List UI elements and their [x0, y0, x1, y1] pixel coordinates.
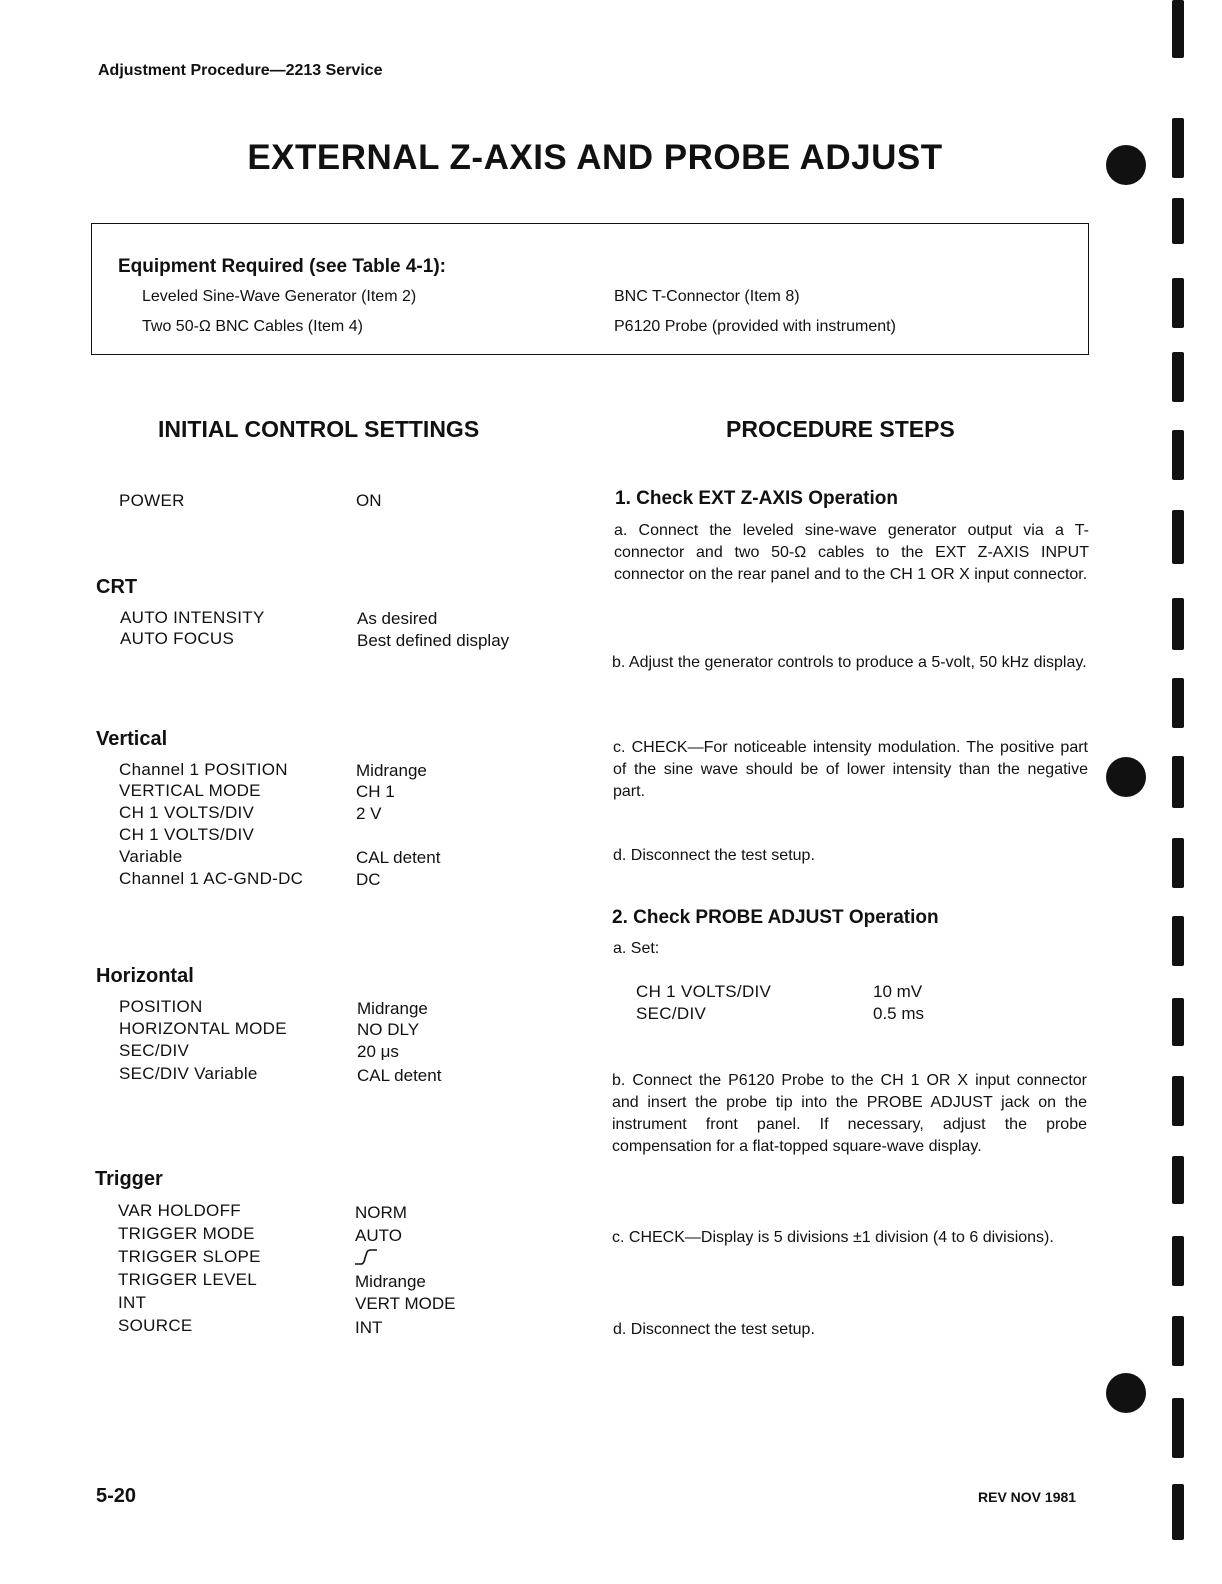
- setting-label: INT: [118, 1293, 147, 1312]
- rising-slope-icon: [354, 1248, 378, 1266]
- setting-value: 0.5 ms: [873, 1004, 925, 1023]
- setting-value: Midrange: [356, 761, 427, 780]
- binding-mark: [1172, 838, 1184, 888]
- setting-label: POWER: [119, 491, 185, 510]
- setting-label: POSITION: [119, 997, 203, 1016]
- equipment-item: P6120 Probe (provided with instrument): [614, 318, 896, 335]
- binding-mark: [1172, 916, 1184, 966]
- binding-mark: [1172, 1156, 1184, 1204]
- binding-mark: [1172, 118, 1184, 178]
- binding-mark: [1172, 1316, 1184, 1366]
- binding-mark: [1172, 430, 1184, 480]
- binding-hole: [1106, 757, 1146, 797]
- setting-value: Midrange: [357, 999, 428, 1018]
- setting-label: SOURCE: [118, 1316, 193, 1335]
- binding-mark: [1172, 1398, 1184, 1458]
- step-1-title: 1. Check EXT Z-AXIS Operation: [615, 488, 898, 509]
- setting-value: VERT MODE: [355, 1294, 456, 1313]
- setting-label: VERTICAL MODE: [119, 781, 261, 800]
- setting-label: CH 1 VOLTS/DIV: [119, 803, 255, 822]
- setting-label: TRIGGER SLOPE: [118, 1247, 261, 1266]
- setting-value: ON: [356, 491, 382, 510]
- setting-label: Channel 1 AC-GND-DC: [119, 869, 304, 888]
- setting-label: CH 1 VOLTS/DIV: [636, 982, 772, 1001]
- setting-value: Best defined display: [357, 631, 510, 650]
- page-title: EXTERNAL Z-AXIS AND PROBE ADJUST: [247, 138, 943, 177]
- setting-value: CAL detent: [356, 848, 441, 867]
- setting-value: 20 μs: [357, 1042, 399, 1061]
- setting-label: VAR HOLDOFF: [118, 1201, 241, 1220]
- setting-label: SEC/DIV Variable: [119, 1064, 258, 1083]
- setting-label: AUTO FOCUS: [120, 629, 235, 648]
- revision-date: REV NOV 1981: [978, 1489, 1077, 1505]
- page-number: 5-20: [96, 1485, 137, 1507]
- binding-mark: [1172, 756, 1184, 808]
- step-1a-text: a. Connect the leveled sine-wave generator output via a T-connector and two 50-Ω cables to the EXT Z-AXIS INPUT connector on the rear panel and to the CH 1 OR X input connector.: [614, 522, 1089, 583]
- equipment-item: Leveled Sine-Wave Generator (Item 2): [142, 288, 417, 305]
- section-title-trigger: Trigger: [95, 1168, 163, 1190]
- equipment-item: BNC T-Connector (Item 8): [614, 288, 800, 305]
- setting-value: NORM: [355, 1203, 407, 1222]
- section-title-vertical: Vertical: [96, 728, 168, 750]
- binding-mark: [1172, 1236, 1184, 1286]
- binding-mark: [1172, 598, 1184, 650]
- binding-mark: [1172, 0, 1184, 58]
- setting-label: SEC/DIV: [119, 1041, 190, 1060]
- binding-mark: [1172, 1484, 1184, 1540]
- setting-label: TRIGGER MODE: [118, 1224, 255, 1243]
- setting-value: 10 mV: [873, 982, 923, 1001]
- binding-mark: [1172, 198, 1184, 244]
- setting-value: As desired: [357, 609, 438, 628]
- step-1b-text: b. Adjust the generator controls to produce a 5-volt, 50 kHz display.: [612, 654, 1087, 671]
- binding-mark: [1172, 998, 1184, 1046]
- binding-mark: [1172, 678, 1184, 728]
- setting-label: SEC/DIV: [636, 1004, 707, 1023]
- step-2a-text: a. Set:: [613, 940, 660, 957]
- step-1c-text: c. CHECK—For noticeable intensity modulation. The positive part of the sine wave should be of lower intensity than the negative part.: [613, 739, 1088, 800]
- setting-label: HORIZONTAL MODE: [119, 1019, 287, 1038]
- setting-value: INT: [355, 1318, 383, 1337]
- step-2c-text: c. CHECK—Display is 5 divisions ±1 division (4 to 6 divisions).: [612, 1229, 1054, 1246]
- step-2b-text: b. Connect the P6120 Probe to the CH 1 OR X input connector and insert the probe tip into the PROBE ADJUST jack on the instrument front panel. If necessary, adjust the probe compensation for a flat-topped square-wave display.: [612, 1072, 1087, 1155]
- section-title-horizontal: Horizontal: [96, 965, 194, 987]
- initial-settings-heading: INITIAL CONTROL SETTINGS: [158, 416, 480, 442]
- binding-mark: [1172, 352, 1184, 402]
- equipment-heading: Equipment Required (see Table 4-1):: [118, 256, 446, 277]
- setting-label: TRIGGER LEVEL: [118, 1270, 257, 1289]
- setting-value: NO DLY: [357, 1020, 420, 1039]
- binding-mark: [1172, 510, 1184, 564]
- running-header: Adjustment Procedure—2213 Service: [98, 62, 383, 79]
- setting-value: CH 1: [356, 782, 395, 801]
- binding-mark: [1172, 278, 1184, 328]
- step-1d-text: d. Disconnect the test setup.: [613, 847, 815, 864]
- procedure-steps-heading: PROCEDURE STEPS: [726, 416, 955, 442]
- setting-value: 2 V: [356, 804, 382, 823]
- setting-value: Midrange: [355, 1272, 426, 1291]
- setting-label: AUTO INTENSITY: [120, 608, 265, 627]
- step-2-title: 2. Check PROBE ADJUST Operation: [612, 907, 939, 928]
- section-title-crt: CRT: [96, 576, 138, 598]
- setting-label: Channel 1 POSITION: [119, 760, 288, 779]
- binding-hole: [1106, 145, 1146, 185]
- setting-value: DC: [356, 870, 381, 889]
- setting-value: AUTO: [355, 1226, 402, 1245]
- setting-value: CAL detent: [357, 1066, 442, 1085]
- setting-label: Variable: [119, 847, 183, 866]
- binding-mark: [1172, 1076, 1184, 1126]
- binding-hole: [1106, 1373, 1146, 1413]
- step-2d-text: d. Disconnect the test setup.: [613, 1321, 815, 1338]
- setting-label: CH 1 VOLTS/DIV: [119, 825, 255, 844]
- equipment-item: Two 50-Ω BNC Cables (Item 4): [142, 318, 363, 335]
